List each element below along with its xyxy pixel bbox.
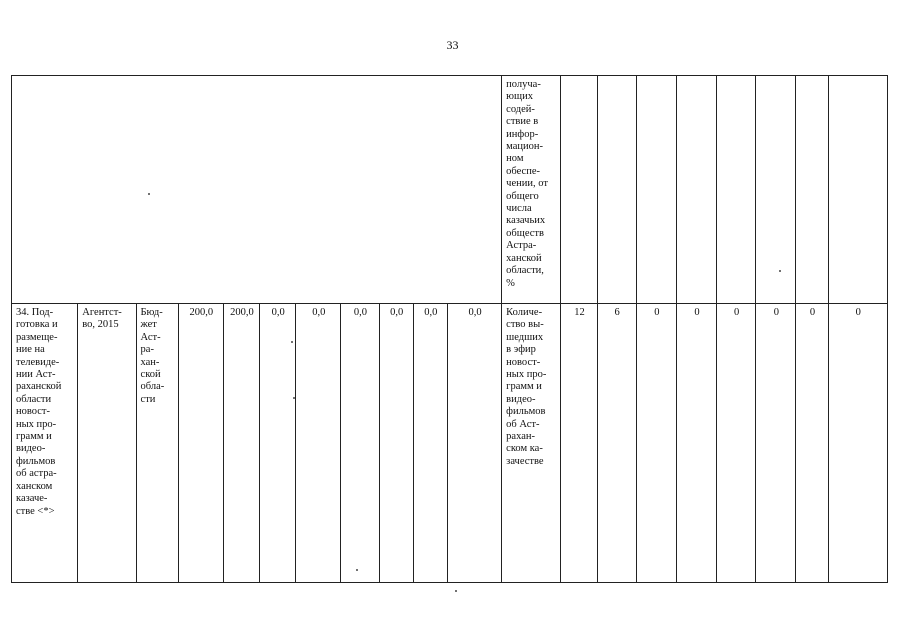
page-number: 33 bbox=[446, 38, 459, 52]
amount-cell: 0,0 bbox=[447, 304, 501, 583]
amount-cell: 200,0 bbox=[223, 304, 259, 583]
funding-source-cell: Бюд- жет Аст- ра- хан- ской обла- сти bbox=[136, 304, 178, 583]
value-cell: 0 bbox=[636, 304, 676, 583]
value-cell bbox=[636, 76, 676, 304]
value-cell: 12 bbox=[561, 304, 597, 583]
amount-cell: 200,0 bbox=[178, 304, 223, 583]
scan-speck bbox=[148, 193, 150, 195]
value-cell bbox=[756, 76, 796, 304]
value-cell: 6 bbox=[597, 304, 636, 583]
amount-cell: 0,0 bbox=[413, 304, 447, 583]
scan-speck bbox=[291, 341, 293, 343]
activity-name-cell: 34. Под- готовка и размеще- ние на телевиде- нии Аст- раханской области новост- ных про- грамм и видео- фильмов об астра- ханском казаче- стве <*> bbox=[12, 304, 78, 583]
amount-cell: 0,0 bbox=[260, 304, 296, 583]
value-cell bbox=[828, 76, 887, 304]
executor-cell: Агентст- во, 2015 bbox=[78, 304, 136, 583]
indicator-cell: Количе- ство вы- шедших в эфир новост- ных про- грамм и видео- фильмов об Аст- рахан- ском ка- зачестве bbox=[502, 304, 561, 583]
data-table bbox=[11, 75, 888, 583]
value-cell bbox=[717, 76, 756, 304]
scan-speck bbox=[455, 590, 457, 592]
table-row bbox=[12, 76, 888, 304]
amount-cell: 0,0 bbox=[379, 304, 413, 583]
indicator-cell: получа- ющих содей- ствие в инфор- мацион- ном обеспе- чении, от общего числа казачьих обществ Астра- ханской области, % bbox=[502, 76, 561, 304]
value-cell bbox=[597, 76, 636, 304]
value-cell: 0 bbox=[756, 304, 796, 583]
scan-speck bbox=[293, 397, 295, 399]
amount-cell: 0,0 bbox=[296, 304, 341, 583]
value-cell: 0 bbox=[676, 304, 716, 583]
value-cell: 0 bbox=[796, 304, 828, 583]
merged-empty-cell bbox=[12, 76, 502, 304]
scan-speck bbox=[356, 569, 358, 571]
value-cell: 0 bbox=[717, 304, 756, 583]
scan-speck bbox=[779, 270, 781, 272]
value-cell: 0 bbox=[828, 304, 887, 583]
value-cell bbox=[561, 76, 597, 304]
table-row bbox=[12, 304, 888, 583]
value-cell bbox=[796, 76, 828, 304]
amount-cell: 0,0 bbox=[341, 304, 379, 583]
value-cell bbox=[676, 76, 716, 304]
